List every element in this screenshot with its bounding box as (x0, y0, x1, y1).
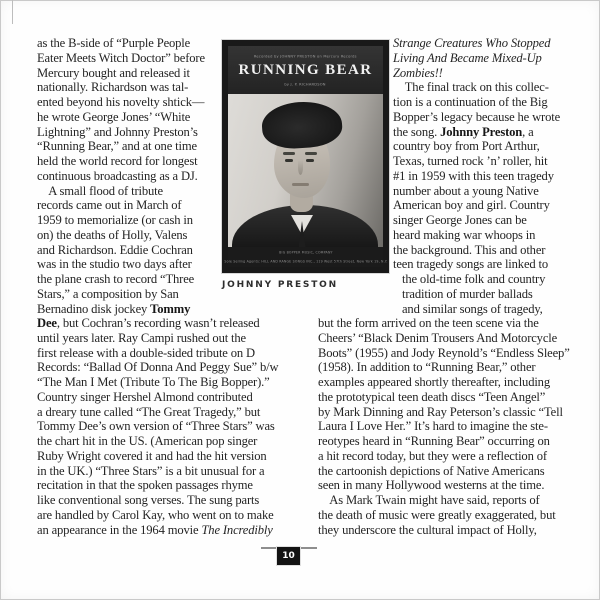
photo-caption: JOHNNY PRESTON (222, 280, 338, 290)
text-line: the prototypical teen death discs “Teen Angel” (318, 389, 546, 404)
text-line: Tommy Dee’s own version of “Three Stars” was (37, 419, 275, 434)
text-line: A small flood of tribute (37, 183, 163, 198)
sheet-music-cover (223, 46, 388, 267)
text-line: a hit record today, but they were a reflection of (318, 448, 547, 463)
text-line: he wrote George Jones’ “White (37, 109, 191, 124)
man-eyebrow (283, 152, 295, 155)
text-line: Laura I Love Her.” It’s hard to imagine the ste- (318, 419, 548, 434)
cover-recorded-by-text: Recorded by JOHNNY PRESTON on Mercury Records (254, 53, 357, 59)
text-line: first release with a double-sided tribute on D (37, 345, 255, 360)
text-line: held the world record for longest (37, 154, 198, 168)
text-line: country boy from Port Arthur, (393, 139, 540, 154)
cover-byline: by J. P. RICHARDSON (284, 81, 327, 87)
text-line: #1 in 1959 with this teen tragedy (393, 168, 554, 183)
text-line: Country singer Hershel Almond contributed (37, 389, 253, 404)
text-line: Bernadino disk jockey Tommy (37, 301, 191, 316)
text-line: on) the deaths of Holly, Valens (37, 227, 188, 242)
text-line: Records: “Ballad Of Donna And Peggy Sue” b/w (37, 360, 279, 375)
text-line: Eater Meets Witch Doctor” before (37, 50, 205, 65)
text-line: and similar songs of tragedy, (393, 301, 543, 316)
text-line: Cheers’ “Black Denim Trousers And Motorcycle (318, 330, 558, 345)
text-line: Boots” (1955) and Jody Reynold’s “Endless Sleep” (318, 345, 570, 360)
text-line: nationally. Richardson was tal- (37, 80, 189, 95)
text-line: Lightning” and Johnny Preston’s (37, 124, 198, 139)
page-number-badge (277, 547, 300, 565)
text-line: until years later. Ray Campi rushed out the (37, 330, 246, 345)
text-line: Mercury bought and released it (37, 65, 190, 80)
text-line: the cartoonish depictions of Native Americans (318, 463, 545, 478)
text-line: examples appeared shortly thereafter, including (318, 375, 550, 389)
left-column-lower-text (37, 316, 278, 537)
text-line: are handled by Carol Kay, who went on to make (37, 507, 274, 522)
text-line: an appearance in the 1964 movie The Incredibly (37, 522, 273, 537)
text-line: the song. Johnny Preston, a (393, 124, 534, 139)
text-line: tradition of murder ballads (393, 286, 533, 301)
text-line: (1958). In addition to “Running Bear,” other (318, 360, 536, 375)
text-line: Zombies!! (393, 65, 443, 80)
text-line: As Mark Twain might have said, reports of (318, 493, 540, 507)
text-line: like conventional song verses. The sung parts (37, 493, 260, 507)
man-hair (260, 99, 343, 150)
text-line: but the form arrived on the teen scene via the (318, 316, 539, 330)
man-eyebrow (305, 152, 317, 155)
portrait-photo (228, 94, 383, 247)
text-line: “The Man I Met (Tribute To The Big Bopper).” (37, 375, 270, 389)
text-line: the death of music were greatly exaggerated, but (318, 507, 556, 522)
scan-edge-artifact (12, 0, 13, 24)
man-mouth (292, 183, 309, 186)
text-line: Bopper’s legacy because he wrote (393, 109, 561, 124)
text-line: tion is a continuation of the Big (393, 95, 548, 109)
text-line: in the UK.) “Three Stars” is a bit unusual for a (37, 463, 265, 478)
text-line: and Richardson. Eddie Cochran (37, 242, 193, 257)
text-line: number about a young Native (393, 183, 539, 198)
man-eye (285, 159, 293, 162)
page-number: 10 (282, 551, 295, 561)
text-line: the background. This and other (393, 242, 546, 257)
text-line: “Running Bear,” and at one time (37, 139, 197, 154)
text-line: continuous broadcasting as a DJ. (37, 168, 198, 183)
text-line: the chart hit in the US. (American pop singer (37, 434, 258, 448)
text-line: teen tragedy songs are linked to (393, 257, 549, 272)
man-eye (306, 159, 314, 162)
text-line: heard making war whoops in (393, 227, 536, 242)
text-line: records came out in March of (37, 198, 182, 213)
text-line: a dreary tune called “The Great Tragedy,” but (37, 404, 261, 419)
text-line: Stars,” a composition by San (37, 286, 179, 301)
text-line: by Mark Dinning and Ray Peterson’s classic “Tell (318, 404, 563, 419)
cover-publisher-line2: Sole Selling Agents: HILL AND RANGE SONGS INC., 119 West 57th Street, New York 19, N.Y. (223, 259, 388, 264)
text-line: Ruby Wright covered it and had the hit version (37, 448, 267, 463)
text-line: ented beyond his novelty shtick— (37, 95, 205, 109)
text-line: recitation in that the spoken passages rhyme (37, 478, 253, 493)
text-line: seen in many Hollywood westerns at the time. (318, 478, 545, 493)
right-column-upper-text (393, 36, 560, 316)
text-line: as the B-side of “Purple People (37, 36, 191, 50)
text-line: Dee, but Cochran’s recording wasn’t released (37, 316, 260, 330)
text-line: Texas, turned rock ’n’ roller, hit (393, 154, 548, 168)
text-line: singer George Jones can be (393, 213, 527, 227)
right-column-lower-text (318, 316, 570, 537)
cover-publisher-line1: BIG BOPPER MUSIC, COMPANY (278, 250, 333, 255)
text-line: The final track on this collec- (393, 80, 549, 95)
text-line: Living And Became Mixed-Up (393, 50, 542, 65)
text-line: reotypes heard in “Running Bear” occurring on (318, 434, 550, 448)
cover-header (228, 46, 383, 94)
text-line: American boy and girl. Country (393, 198, 550, 213)
man-nose (298, 160, 303, 175)
cover-publisher-block (223, 247, 388, 267)
text-line: the old-time folk and country (393, 272, 546, 286)
text-line: they underscore the cultural impact of Holly, (318, 522, 537, 537)
text-line: 1959 to memorialize (or cash in (37, 213, 193, 227)
text-line: Strange Creatures Who Stopped (393, 36, 551, 50)
text-line: the plane crash to record “Three (37, 272, 195, 286)
left-column-upper-text (37, 36, 205, 316)
text-line: was in the studio two days after (37, 257, 192, 272)
sheet-music-photo (222, 40, 389, 273)
cover-title: RUNNING BEAR (238, 61, 373, 78)
